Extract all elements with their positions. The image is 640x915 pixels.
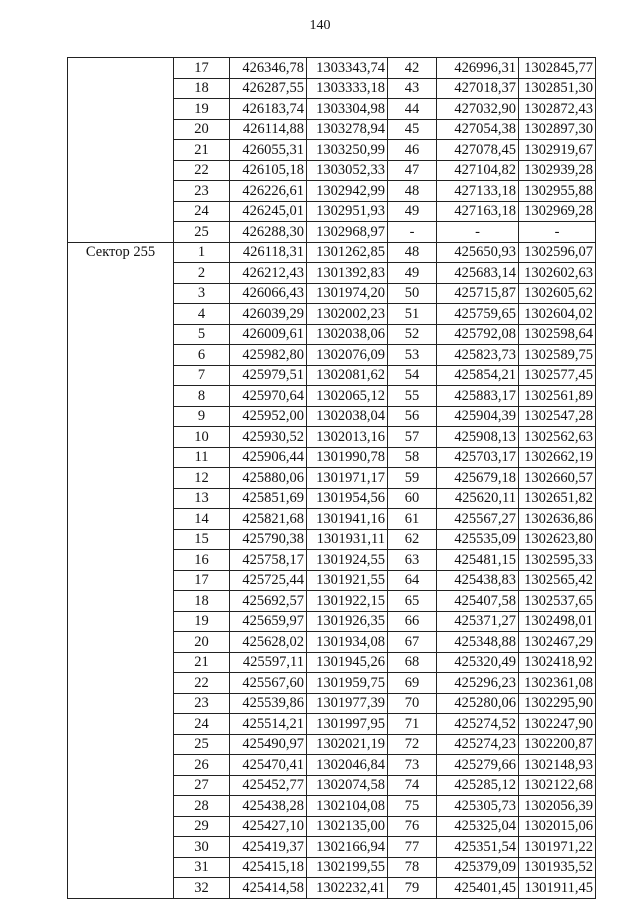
y-coordinate-cell: 1302955,88 xyxy=(519,181,596,202)
x-coordinate-cell: 425279,66 xyxy=(437,755,519,776)
point-number-cell: 24 xyxy=(174,201,230,222)
x-coordinate-cell: 427104,82 xyxy=(437,160,519,181)
point-number-cell: 13 xyxy=(174,488,230,509)
y-coordinate-cell: 1302942,99 xyxy=(307,181,388,202)
x-coordinate-cell: 425692,57 xyxy=(230,591,307,612)
x-coordinate-cell: 425970,64 xyxy=(230,386,307,407)
point-number-cell: 77 xyxy=(388,837,437,858)
y-coordinate-cell: 1301926,35 xyxy=(307,611,388,632)
x-coordinate-cell: 426226,61 xyxy=(230,181,307,202)
y-coordinate-cell: 1302919,67 xyxy=(519,140,596,161)
y-coordinate-cell: 1302596,07 xyxy=(519,242,596,263)
x-coordinate-cell: 426055,31 xyxy=(230,140,307,161)
x-coordinate-cell: 425280,06 xyxy=(437,693,519,714)
y-coordinate-cell: 1302636,86 xyxy=(519,509,596,530)
y-coordinate-cell: 1302561,89 xyxy=(519,386,596,407)
point-number-cell: 10 xyxy=(174,427,230,448)
point-number-cell: 78 xyxy=(388,857,437,878)
x-coordinate-cell: 425348,88 xyxy=(437,632,519,653)
y-coordinate-cell: 1301392,83 xyxy=(307,263,388,284)
point-number-cell: 73 xyxy=(388,755,437,776)
point-number-cell: 25 xyxy=(174,222,230,243)
page-number: 140 xyxy=(309,18,331,33)
y-coordinate-cell: 1302589,75 xyxy=(519,345,596,366)
y-coordinate-cell: 1302537,65 xyxy=(519,591,596,612)
point-number-cell: 6 xyxy=(174,345,230,366)
point-number-cell: 12 xyxy=(174,468,230,489)
x-coordinate-cell: 425427,10 xyxy=(230,816,307,837)
y-coordinate-cell: 1301922,15 xyxy=(307,591,388,612)
x-coordinate-cell: 426212,43 xyxy=(230,263,307,284)
point-number-cell: 15 xyxy=(174,529,230,550)
point-number-cell: 25 xyxy=(174,734,230,755)
x-coordinate-cell: 425371,27 xyxy=(437,611,519,632)
y-coordinate-cell: 1302002,23 xyxy=(307,304,388,325)
x-coordinate-cell: 425703,17 xyxy=(437,447,519,468)
point-number-cell: 72 xyxy=(388,734,437,755)
point-number-cell: 14 xyxy=(174,509,230,530)
x-coordinate-cell: 425320,49 xyxy=(437,652,519,673)
x-coordinate-cell: 425296,23 xyxy=(437,673,519,694)
x-coordinate-cell: 426996,31 xyxy=(437,58,519,79)
y-coordinate-cell: 1301935,52 xyxy=(519,857,596,878)
point-number-cell: 23 xyxy=(174,181,230,202)
y-coordinate-cell: 1302361,08 xyxy=(519,673,596,694)
x-coordinate-cell: 426183,74 xyxy=(230,99,307,120)
x-coordinate-cell: 426118,31 xyxy=(230,242,307,263)
point-number-cell: 70 xyxy=(388,693,437,714)
x-coordinate-cell: 426114,88 xyxy=(230,119,307,140)
y-coordinate-cell: 1302660,57 xyxy=(519,468,596,489)
point-number-cell: 47 xyxy=(388,160,437,181)
point-number-cell: 17 xyxy=(174,58,230,79)
y-coordinate-cell: 1302247,90 xyxy=(519,714,596,735)
y-coordinate-cell: 1302604,02 xyxy=(519,304,596,325)
point-number-cell: 50 xyxy=(388,283,437,304)
x-coordinate-cell: 425659,97 xyxy=(230,611,307,632)
point-number-cell: 54 xyxy=(388,365,437,386)
y-coordinate-cell: 1302577,45 xyxy=(519,365,596,386)
x-coordinate-cell: 425715,87 xyxy=(437,283,519,304)
y-coordinate-cell: 1303333,18 xyxy=(307,78,388,99)
y-coordinate-cell: 1303278,94 xyxy=(307,119,388,140)
y-coordinate-cell: 1301262,85 xyxy=(307,242,388,263)
y-coordinate-cell: 1301971,22 xyxy=(519,837,596,858)
x-coordinate-cell: 427054,38 xyxy=(437,119,519,140)
point-number-cell: 21 xyxy=(174,140,230,161)
sector-label: Сектор 255 xyxy=(68,242,174,898)
y-coordinate-cell: 1301971,17 xyxy=(307,468,388,489)
point-number-cell: 5 xyxy=(174,324,230,345)
y-coordinate-cell: 1302872,43 xyxy=(519,99,596,120)
x-coordinate-cell: 425851,69 xyxy=(230,488,307,509)
x-coordinate-cell: 425567,60 xyxy=(230,673,307,694)
x-coordinate-cell: 425683,14 xyxy=(437,263,519,284)
y-coordinate-cell: 1302605,62 xyxy=(519,283,596,304)
point-number-cell: 69 xyxy=(388,673,437,694)
x-coordinate-cell: 425979,51 xyxy=(230,365,307,386)
x-coordinate-cell: 425481,15 xyxy=(437,550,519,571)
point-number-cell: 21 xyxy=(174,652,230,673)
point-number-cell: 57 xyxy=(388,427,437,448)
y-coordinate-cell: 1303343,74 xyxy=(307,58,388,79)
x-coordinate-cell: 425790,38 xyxy=(230,529,307,550)
y-coordinate-cell: 1302199,55 xyxy=(307,857,388,878)
x-coordinate-cell: 426105,18 xyxy=(230,160,307,181)
point-number-cell: 65 xyxy=(388,591,437,612)
x-coordinate-cell: 427163,18 xyxy=(437,201,519,222)
x-coordinate-cell: 425759,65 xyxy=(437,304,519,325)
y-coordinate-cell: 1301997,95 xyxy=(307,714,388,735)
y-coordinate-cell: 1301977,39 xyxy=(307,693,388,714)
point-number-cell: 23 xyxy=(174,693,230,714)
y-coordinate-cell: 1302562,63 xyxy=(519,427,596,448)
x-coordinate-cell: 425470,41 xyxy=(230,755,307,776)
y-coordinate-cell: 1302104,08 xyxy=(307,796,388,817)
x-coordinate-cell: 425414,58 xyxy=(230,878,307,899)
y-coordinate-cell: 1301959,75 xyxy=(307,673,388,694)
x-coordinate-cell: 425679,18 xyxy=(437,468,519,489)
x-coordinate-cell: 425274,52 xyxy=(437,714,519,735)
point-number-cell: 49 xyxy=(388,201,437,222)
y-coordinate-cell: 1302074,58 xyxy=(307,775,388,796)
x-coordinate-cell: 426039,29 xyxy=(230,304,307,325)
x-coordinate-cell: 426245,01 xyxy=(230,201,307,222)
point-number-cell: 75 xyxy=(388,796,437,817)
point-number-cell: 26 xyxy=(174,755,230,776)
x-coordinate-cell: 425792,08 xyxy=(437,324,519,345)
point-number-cell: 1 xyxy=(174,242,230,263)
x-coordinate-cell: 425305,73 xyxy=(437,796,519,817)
point-number-cell: 9 xyxy=(174,406,230,427)
x-coordinate-cell: 425285,12 xyxy=(437,775,519,796)
point-number-cell: 61 xyxy=(388,509,437,530)
point-number-cell: 52 xyxy=(388,324,437,345)
y-coordinate-cell: 1302081,62 xyxy=(307,365,388,386)
point-number-cell: 59 xyxy=(388,468,437,489)
y-coordinate-cell: 1303250,99 xyxy=(307,140,388,161)
table-row xyxy=(68,58,596,79)
y-coordinate-cell: 1302013,16 xyxy=(307,427,388,448)
x-coordinate-cell: 425952,00 xyxy=(230,406,307,427)
y-coordinate-cell: 1302951,93 xyxy=(307,201,388,222)
x-coordinate-cell: 426288,30 xyxy=(230,222,307,243)
x-coordinate-cell: 425401,45 xyxy=(437,878,519,899)
y-coordinate-cell: 1302662,19 xyxy=(519,447,596,468)
x-coordinate-cell: 425351,54 xyxy=(437,837,519,858)
y-coordinate-cell: 1301934,08 xyxy=(307,632,388,653)
x-coordinate-cell: 425539,86 xyxy=(230,693,307,714)
x-coordinate-cell: 425650,93 xyxy=(437,242,519,263)
point-number-cell: 31 xyxy=(174,857,230,878)
point-number-cell: 42 xyxy=(388,58,437,79)
point-number-cell: 51 xyxy=(388,304,437,325)
y-coordinate-cell: 1301924,55 xyxy=(307,550,388,571)
point-number-cell: 29 xyxy=(174,816,230,837)
x-coordinate-cell: 427018,37 xyxy=(437,78,519,99)
x-coordinate-cell: 425535,09 xyxy=(437,529,519,550)
y-coordinate-cell: 1302135,00 xyxy=(307,816,388,837)
x-coordinate-cell: 425274,23 xyxy=(437,734,519,755)
x-coordinate-cell: 425438,83 xyxy=(437,570,519,591)
x-coordinate-cell: 426066,43 xyxy=(230,283,307,304)
x-coordinate-cell: 425628,02 xyxy=(230,632,307,653)
point-number-cell: 32 xyxy=(174,878,230,899)
y-coordinate-cell: 1302851,30 xyxy=(519,78,596,99)
y-coordinate-cell: 1301941,16 xyxy=(307,509,388,530)
y-coordinate-cell: 1302969,28 xyxy=(519,201,596,222)
point-number-cell: 62 xyxy=(388,529,437,550)
point-number-cell: 30 xyxy=(174,837,230,858)
y-coordinate-cell: 1301921,55 xyxy=(307,570,388,591)
point-number-cell: 2 xyxy=(174,263,230,284)
y-coordinate-cell: 1302939,28 xyxy=(519,160,596,181)
point-number-cell: 48 xyxy=(388,242,437,263)
y-coordinate-cell: 1302076,09 xyxy=(307,345,388,366)
y-coordinate-cell: 1302565,42 xyxy=(519,570,596,591)
x-coordinate-cell: 425880,06 xyxy=(230,468,307,489)
y-coordinate-cell: 1302056,39 xyxy=(519,796,596,817)
x-coordinate-cell: 425906,44 xyxy=(230,447,307,468)
y-coordinate-cell: 1302498,01 xyxy=(519,611,596,632)
point-number-cell: 28 xyxy=(174,796,230,817)
point-number-cell: 19 xyxy=(174,99,230,120)
y-coordinate-cell: 1303304,98 xyxy=(307,99,388,120)
x-coordinate-cell: 425620,11 xyxy=(437,488,519,509)
y-coordinate-cell: 1302038,06 xyxy=(307,324,388,345)
point-number-cell: 43 xyxy=(388,78,437,99)
y-coordinate-cell: 1303052,33 xyxy=(307,160,388,181)
x-coordinate-cell: 425854,21 xyxy=(437,365,519,386)
x-coordinate-cell: 426346,78 xyxy=(230,58,307,79)
point-number-cell: 8 xyxy=(174,386,230,407)
y-coordinate-cell: 1302232,41 xyxy=(307,878,388,899)
y-coordinate-cell: 1302038,04 xyxy=(307,406,388,427)
x-coordinate-cell: 425821,68 xyxy=(230,509,307,530)
point-number-cell: 18 xyxy=(174,591,230,612)
x-coordinate-cell: 426009,61 xyxy=(230,324,307,345)
point-number-cell: 20 xyxy=(174,632,230,653)
point-number-cell: 17 xyxy=(174,570,230,591)
x-coordinate-cell: - xyxy=(437,222,519,243)
point-number-cell: 4 xyxy=(174,304,230,325)
x-coordinate-cell: 427133,18 xyxy=(437,181,519,202)
y-coordinate-cell: 1302845,77 xyxy=(519,58,596,79)
x-coordinate-cell: 425415,18 xyxy=(230,857,307,878)
point-number-cell: 18 xyxy=(174,78,230,99)
y-coordinate-cell: 1302602,63 xyxy=(519,263,596,284)
point-number-cell: 49 xyxy=(388,263,437,284)
x-coordinate-cell: 425567,27 xyxy=(437,509,519,530)
x-coordinate-cell: 425597,11 xyxy=(230,652,307,673)
point-number-cell: 76 xyxy=(388,816,437,837)
point-number-cell: 3 xyxy=(174,283,230,304)
y-coordinate-cell: 1301945,26 xyxy=(307,652,388,673)
y-coordinate-cell: 1302595,33 xyxy=(519,550,596,571)
y-coordinate-cell: 1301911,45 xyxy=(519,878,596,899)
y-coordinate-cell: 1302148,93 xyxy=(519,755,596,776)
x-coordinate-cell: 425982,80 xyxy=(230,345,307,366)
point-number-cell: 66 xyxy=(388,611,437,632)
point-number-cell: 20 xyxy=(174,119,230,140)
x-coordinate-cell: 425379,09 xyxy=(437,857,519,878)
point-number-cell: 74 xyxy=(388,775,437,796)
x-coordinate-cell: 425908,13 xyxy=(437,427,519,448)
x-coordinate-cell: 425514,21 xyxy=(230,714,307,735)
y-coordinate-cell: 1302623,80 xyxy=(519,529,596,550)
point-number-cell: 64 xyxy=(388,570,437,591)
x-coordinate-cell: 425419,37 xyxy=(230,837,307,858)
x-coordinate-cell: 425904,39 xyxy=(437,406,519,427)
y-coordinate-cell: 1301974,20 xyxy=(307,283,388,304)
y-coordinate-cell: 1302046,84 xyxy=(307,755,388,776)
point-number-cell: 58 xyxy=(388,447,437,468)
point-number-cell: 11 xyxy=(174,447,230,468)
y-coordinate-cell: - xyxy=(519,222,596,243)
point-number-cell: 22 xyxy=(174,673,230,694)
y-coordinate-cell: 1302122,68 xyxy=(519,775,596,796)
point-number-cell: 79 xyxy=(388,878,437,899)
point-number-cell: 48 xyxy=(388,181,437,202)
y-coordinate-cell: 1302598,64 xyxy=(519,324,596,345)
coordinates-table xyxy=(67,57,596,899)
point-number-cell: 55 xyxy=(388,386,437,407)
sector-label xyxy=(68,58,174,243)
point-number-cell: 7 xyxy=(174,365,230,386)
table-row xyxy=(68,242,596,263)
point-number-cell: 53 xyxy=(388,345,437,366)
point-number-cell: 19 xyxy=(174,611,230,632)
x-coordinate-cell: 427078,45 xyxy=(437,140,519,161)
x-coordinate-cell: 425438,28 xyxy=(230,796,307,817)
y-coordinate-cell: 1302547,28 xyxy=(519,406,596,427)
point-number-cell: 24 xyxy=(174,714,230,735)
y-coordinate-cell: 1302897,30 xyxy=(519,119,596,140)
point-number-cell: 27 xyxy=(174,775,230,796)
y-coordinate-cell: 1302021,19 xyxy=(307,734,388,755)
y-coordinate-cell: 1301931,11 xyxy=(307,529,388,550)
y-coordinate-cell: 1302651,82 xyxy=(519,488,596,509)
x-coordinate-cell: 425883,17 xyxy=(437,386,519,407)
point-number-cell: 56 xyxy=(388,406,437,427)
x-coordinate-cell: 426287,55 xyxy=(230,78,307,99)
x-coordinate-cell: 425407,58 xyxy=(437,591,519,612)
point-number-cell: 45 xyxy=(388,119,437,140)
y-coordinate-cell: 1302467,29 xyxy=(519,632,596,653)
point-number-cell: - xyxy=(388,222,437,243)
y-coordinate-cell: 1302968,97 xyxy=(307,222,388,243)
y-coordinate-cell: 1302295,90 xyxy=(519,693,596,714)
point-number-cell: 67 xyxy=(388,632,437,653)
y-coordinate-cell: 1302015,06 xyxy=(519,816,596,837)
point-number-cell: 71 xyxy=(388,714,437,735)
point-number-cell: 22 xyxy=(174,160,230,181)
y-coordinate-cell: 1301954,56 xyxy=(307,488,388,509)
point-number-cell: 63 xyxy=(388,550,437,571)
y-coordinate-cell: 1301990,78 xyxy=(307,447,388,468)
x-coordinate-cell: 425325,04 xyxy=(437,816,519,837)
x-coordinate-cell: 425823,73 xyxy=(437,345,519,366)
x-coordinate-cell: 425725,44 xyxy=(230,570,307,591)
x-coordinate-cell: 425452,77 xyxy=(230,775,307,796)
x-coordinate-cell: 425758,17 xyxy=(230,550,307,571)
y-coordinate-cell: 1302065,12 xyxy=(307,386,388,407)
y-coordinate-cell: 1302200,87 xyxy=(519,734,596,755)
y-coordinate-cell: 1302166,94 xyxy=(307,837,388,858)
point-number-cell: 68 xyxy=(388,652,437,673)
x-coordinate-cell: 425930,52 xyxy=(230,427,307,448)
y-coordinate-cell: 1302418,92 xyxy=(519,652,596,673)
point-number-cell: 60 xyxy=(388,488,437,509)
x-coordinate-cell: 425490,97 xyxy=(230,734,307,755)
point-number-cell: 16 xyxy=(174,550,230,571)
x-coordinate-cell: 427032,90 xyxy=(437,99,519,120)
point-number-cell: 44 xyxy=(388,99,437,120)
point-number-cell: 46 xyxy=(388,140,437,161)
